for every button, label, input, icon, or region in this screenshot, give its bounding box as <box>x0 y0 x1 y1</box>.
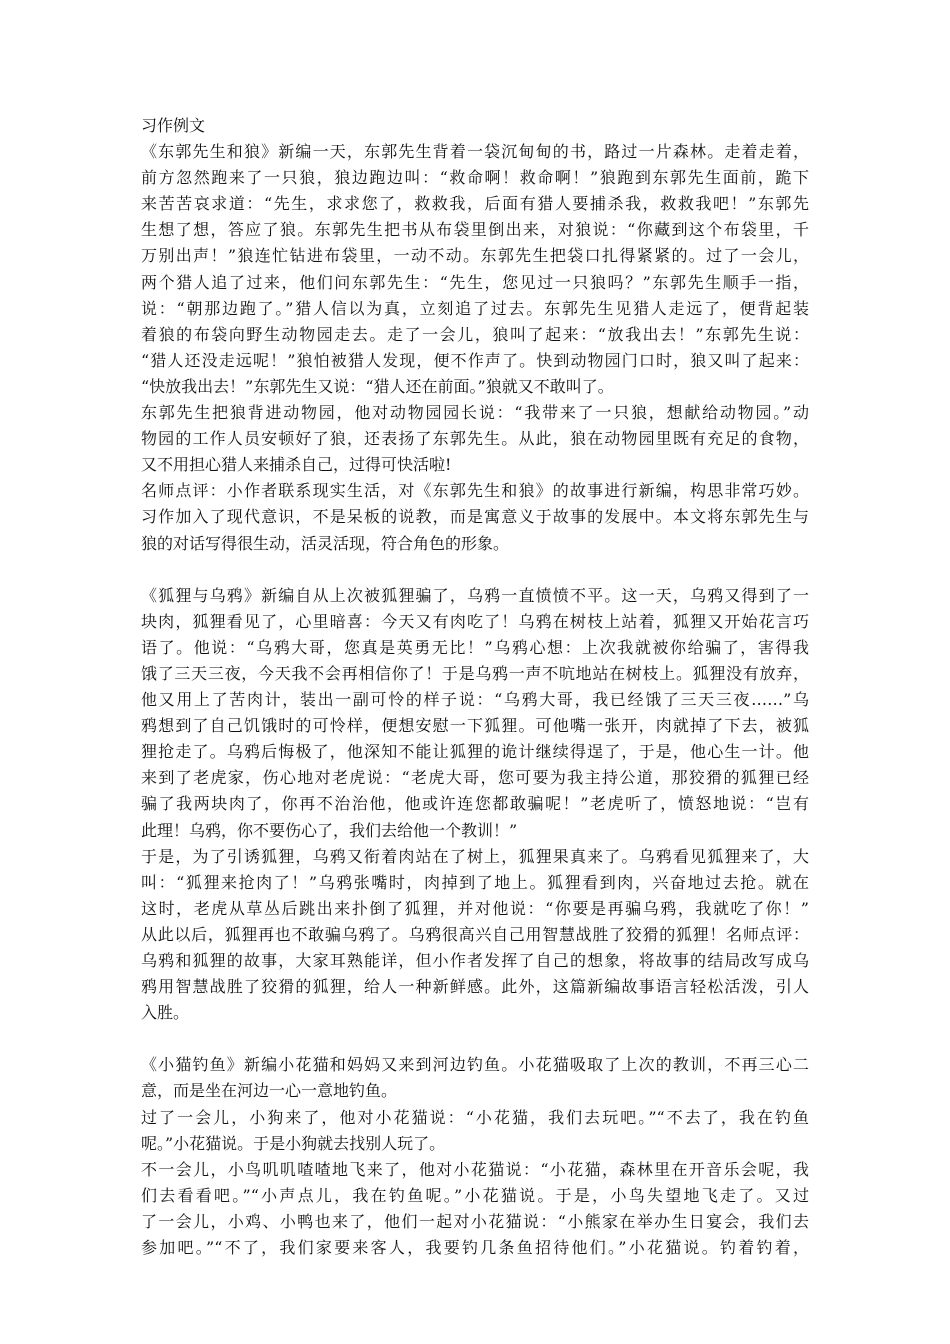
text-line: 块肉，狐狸看见了，心里暗喜：今天又有肉吃了！乌鸦在树枝上站着，狐狸又开始花言巧 <box>141 611 809 631</box>
text-line: 习作加入了现代意识，不是呆板的说教，而是寓意义于故事的发展中。本文将东郭先生与 <box>141 507 809 527</box>
text-line: 狼的对话写得很生动，活灵活现，符合角色的形象。 <box>141 533 510 553</box>
text-line: 这时，老虎从草丛后跳出来扑倒了狐狸，并对他说：“你要是再骗乌鸦，我就吃了你！” <box>141 898 809 918</box>
document-page <box>141 113 809 1261</box>
text-line: 来到了老虎家，伤心地对老虎说：“老虎大哥，您可要为我主持公道，那狡猾的狐狸已经 <box>141 768 809 788</box>
text-line: 语了。他说：“乌鸦大哥，您真是英勇无比！”乌鸦心想：上次我就被你给骗了，害得我 <box>141 637 809 657</box>
text-line: “快放我出去！”东郭先生又说：“猎人还在前面。”狼就又不敢叫了。 <box>141 376 614 396</box>
text-line: 此理！乌鸦，你不要伤心了，我们去给他一个教训！” <box>141 820 518 840</box>
text-line: 《东郭先生和狼》新编一天，东郭先生背着一袋沉甸甸的书，路过一片森林。走着走着， <box>141 142 809 162</box>
blank-line <box>141 557 809 583</box>
text-line: 过了一会儿，小狗来了，他对小花猫说：“小花猫，我们去玩吧。”“不去了，我在钓鱼 <box>141 1107 809 1127</box>
blank-line <box>141 1026 809 1052</box>
text-line: 了一会儿，小鸡、小鸭也来了，他们一起对小花猫说：“小熊家在举办生日宴会，我们去 <box>141 1211 809 1231</box>
text-line: 们去看看吧。”“小声点儿，我在钓鱼呢。”小花猫说。于是，小鸟失望地飞走了。又过 <box>141 1185 809 1205</box>
text-line: 两个猎人追了过来，他们问东郭先生：“先生，您见过一只狼吗？”东郭先生顺手一指， <box>141 272 809 292</box>
text-line: 说：“朝那边跑了。”猎人信以为真，立刻追了过去。东郭先生见猎人走远了，便背起装 <box>141 298 809 318</box>
text-line: 《狐狸与乌鸦》新编自从上次被狐狸骗了，乌鸦一直愤愤不平。这一天，乌鸦又得到了一 <box>141 585 809 605</box>
document-title: 习作例文 <box>141 116 206 135</box>
text-line: 东郭先生把狼背进动物园，他对动物园园长说：“我带来了一只狼，想献给动物园。”动 <box>141 403 809 423</box>
text-line: 乌鸦和狐狸的故事，大家耳熟能详，但小作者发挥了自己的想象，将故事的结局改写成乌 <box>141 951 809 970</box>
text-line: 不一会儿，小鸟叽叽喳喳地飞来了，他对小花猫说：“小花猫，森林里在开音乐会呢，我 <box>141 1159 809 1179</box>
text-line: 呢。”小花猫说。于是小狗就去找别人玩了。 <box>141 1133 446 1153</box>
text-line: 又不用担心猎人来捕杀自己，过得可快活啦! <box>141 455 452 475</box>
text-line: 他又用上了苦肉计，装出一副可怜的样子说：“乌鸦大哥，我已经饿了三天三夜……”乌 <box>141 690 809 710</box>
text-line: 从此以后，狐狸再也不敢骗乌鸦了。乌鸦很高兴自己用智慧战胜了狡猾的狐狸！名师点评： <box>141 924 809 944</box>
text-line: 生想了想，答应了狼。东郭先生把书从布袋里倒出来，对狼说：“你藏到这个布袋里，千 <box>141 220 809 240</box>
text-line: 名师点评：小作者联系现实生活，对《东郭先生和狼》的故事进行新编，构思非常巧妙。 <box>141 481 809 501</box>
text-line: 鸦用智慧战胜了狡猾的狐狸，给人一种新鲜感。此外，这篇新编故事语言轻松活泼，引人 <box>141 977 809 997</box>
text-line: 饿了三天三夜，今天我不会再相信你了！于是乌鸦一声不吭地站在树枝上。狐狸没有放弃， <box>141 663 809 683</box>
text-line: “猎人还没走远呢！”狼怕被猎人发现，便不作声了。快到动物园门口时，狼又叫了起来： <box>141 350 809 370</box>
text-line: 来苦苦哀求道：“先生，求求您了，救救我，后面有猎人要捕杀我，救救我吧！”东郭先 <box>141 194 809 214</box>
text-line: 狸抢走了。乌鸦后悔极了，他深知不能让狐狸的诡计继续得逞了，于是，他心生一计。他 <box>141 742 809 762</box>
text-line: 骗了我两块肉了，你再不治治他，他或许连您都敢骗呢！”老虎听了，愤怒地说：“岂有 <box>141 794 809 814</box>
text-line: 着狼的布袋向野生动物园走去。走了一会儿，狼叫了起来：“放我出去！”东郭先生说： <box>141 324 809 344</box>
text-line: 前方忽然跑来了一只狼，狼边跑边叫：“救命啊！救命啊！”狼跑到东郭先生面前，跪下 <box>141 168 809 188</box>
text-line: 鸦想到了自己饥饿时的可怜样，便想安慰一下狐狸。可他嘴一张开，肉就掉了下去，被狐 <box>141 716 809 736</box>
text-line: 于是，为了引诱狐狸，乌鸦又衔着肉站在了树上，狐狸果真来了。乌鸦看见狐狸来了，大 <box>141 846 809 866</box>
document-body <box>141 139 809 1261</box>
text-line: 入胜。 <box>141 1003 190 1023</box>
text-line: 《小猫钓鱼》新编小花猫和妈妈又来到河边钓鱼。小花猫吸取了上次的教训，不再三心二 <box>141 1055 809 1075</box>
text-line: 意，而是坐在河边一心一意地钓鱼。 <box>141 1081 398 1101</box>
text-line: 物园的工作人员安顿好了狼，还表扬了东郭先生。从此，狼在动物园里既有充足的食物， <box>141 429 809 449</box>
text-line: 参加吧。”“不了，我们家要来客人，我要钓几条鱼招待他们。”小花猫说。钓着钓着， <box>141 1238 809 1258</box>
text-line: 万别出声！”狼连忙钻进布袋里，一动不动。东郭先生把袋口扎得紧紧的。过了一会儿， <box>141 246 809 266</box>
text-line: 叫：“狐狸来抢肉了！”乌鸦张嘴时，肉掉到了地上。狐狸看到肉，兴奋地过去抢。就在 <box>141 872 809 892</box>
